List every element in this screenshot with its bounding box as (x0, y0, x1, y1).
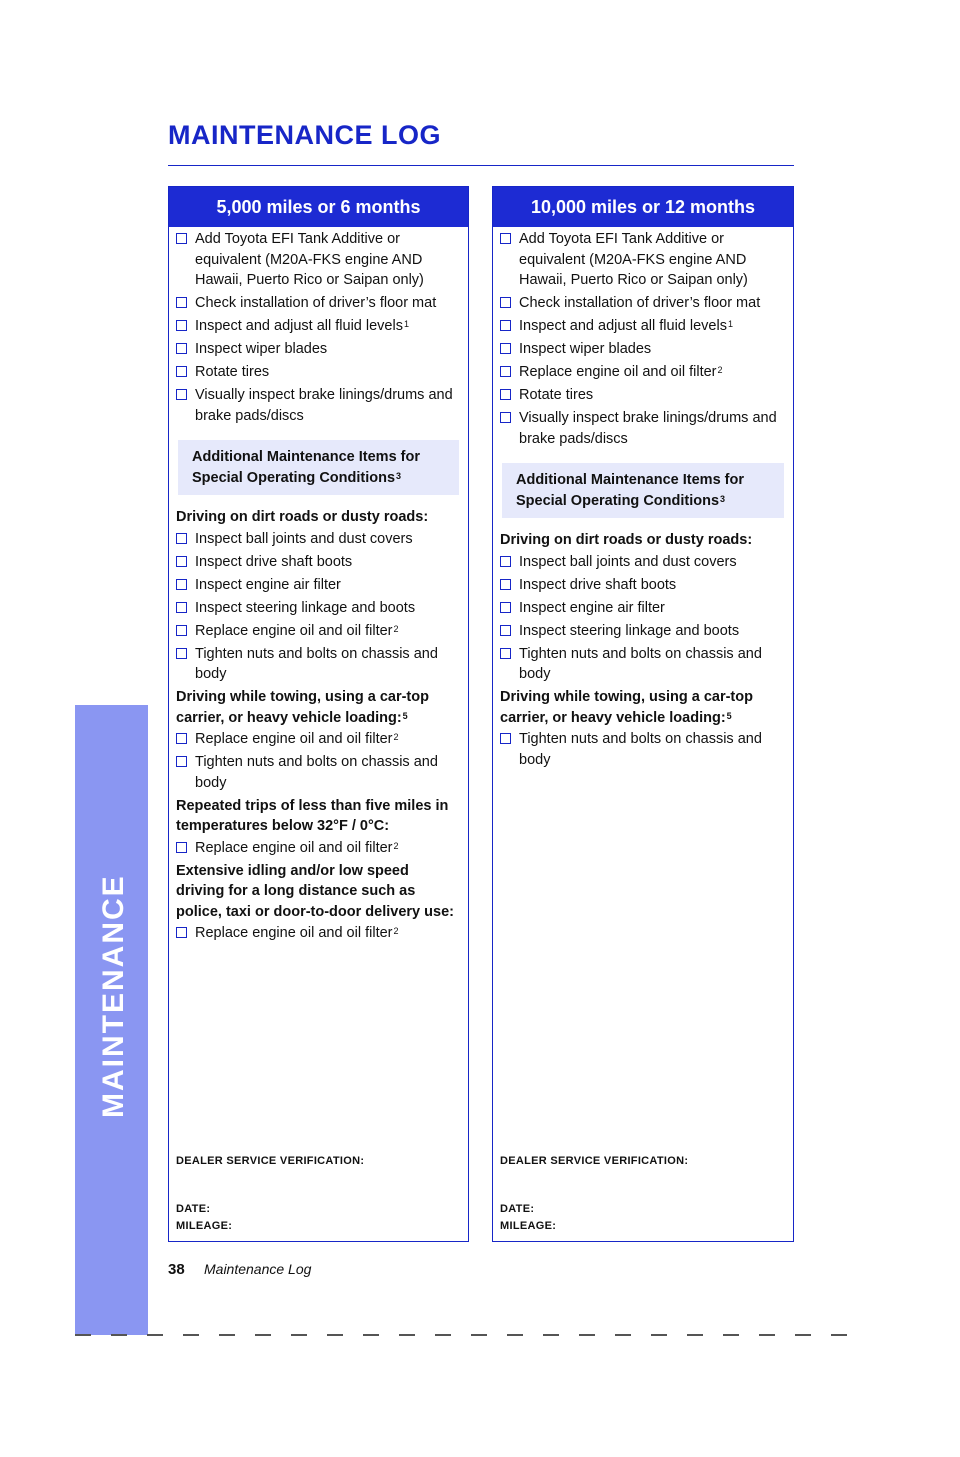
checklist-item-text (195, 293, 461, 314)
checklist-item (500, 644, 786, 685)
condition-heading (500, 687, 786, 728)
special-line2 (192, 468, 445, 489)
dash-segment (795, 1334, 811, 1336)
item-label: Replace engine oil and oil filter (195, 731, 393, 747)
item-label: Rotate tires (195, 364, 270, 380)
checklist-item-text (519, 598, 786, 619)
checklist-item-text (195, 316, 461, 337)
column-header: 5,000 miles or 6 months (169, 187, 468, 227)
footnote-ref: 3 (396, 470, 402, 481)
page-title: MAINTENANCE LOG (168, 120, 441, 150)
item-label: Replace engine oil and oil filter (519, 364, 717, 380)
dash-segment (255, 1334, 271, 1336)
dash-segment (147, 1334, 163, 1336)
dash-segment (183, 1334, 199, 1336)
checkbox[interactable] (176, 648, 187, 659)
footnote-ref: 2 (393, 732, 399, 742)
item-label: Replace engine oil and oil filter (195, 925, 393, 941)
checkbox[interactable] (500, 320, 511, 331)
item-label: Visually inspect brake linings/drums and brake pads/discs (519, 410, 777, 447)
checklist-item (500, 339, 786, 360)
dashed-footer-rule (75, 1334, 875, 1336)
item-label: Inspect ball joints and dust covers (519, 553, 737, 570)
checklist-item (176, 621, 461, 642)
mileage-label: MILEAGE: (500, 1220, 557, 1232)
title-rule (168, 165, 794, 166)
checkbox[interactable] (176, 343, 187, 354)
date-label: DATE: (176, 1203, 211, 1215)
checkbox[interactable] (500, 733, 511, 744)
page-number: 38 (168, 1261, 185, 1278)
checklist-item (500, 408, 786, 449)
checklist-item-text (519, 408, 786, 449)
item-label: Tighten nuts and bolts on chassis and body (519, 645, 762, 682)
checklist-item (500, 385, 786, 406)
checklist-item (500, 575, 786, 596)
checklist-item-text (519, 552, 786, 573)
dash-segment (363, 1334, 379, 1336)
checkbox[interactable] (176, 842, 187, 853)
checkbox[interactable] (500, 579, 511, 590)
footnote-ref: 2 (717, 365, 723, 375)
checkbox[interactable] (176, 320, 187, 331)
footnote-ref: 2 (393, 623, 399, 634)
checklist-item-text (519, 729, 786, 770)
checkbox[interactable] (500, 556, 511, 567)
dash-segment (507, 1334, 523, 1336)
dash-segment (399, 1334, 415, 1336)
special-line1: Additional Maintenance Items for (516, 472, 744, 488)
checklist-item (176, 552, 461, 573)
checkbox[interactable] (176, 297, 187, 308)
checklist-item-text (195, 838, 461, 859)
dash-segment (291, 1334, 307, 1336)
dash-segment (75, 1334, 91, 1336)
column-body (169, 227, 468, 944)
dash-segment (651, 1334, 667, 1336)
checklist-item-text (519, 644, 786, 685)
checklist-item (176, 923, 461, 944)
dash-segment (687, 1334, 703, 1336)
dash-segment (759, 1334, 775, 1336)
item-label: Add Toyota EFI Tank Additive or equivalent (M20A-FKS engine AND Hawaii, Puerto Rico or Saipan only) (195, 231, 424, 288)
checklist-item-text (195, 752, 461, 793)
footnote-ref: 2 (393, 840, 399, 851)
checklist-item-text (195, 552, 461, 573)
checkbox[interactable] (500, 648, 511, 659)
checklist-item-text (195, 229, 461, 291)
dash-segment (111, 1334, 127, 1336)
dealer-verification-label: DEALER SERVICE VERIFICATION: (176, 1155, 365, 1167)
special-conditions-box (178, 440, 459, 495)
dash-segment (327, 1334, 343, 1336)
item-label: Inspect and adjust all fluid levels (195, 318, 403, 334)
interval-column-10000 (492, 186, 794, 1242)
condition-heading (176, 687, 461, 728)
footnote-ref: 5 (402, 710, 408, 721)
checklist-item-text (519, 621, 786, 642)
item-label: Inspect steering linkage and boots (195, 599, 416, 616)
checklist-item (500, 229, 786, 291)
item-label: Inspect drive shaft boots (195, 553, 353, 570)
condition-heading-text: Repeated trips of less than five miles in temperatures below 32°F / 0°C: (176, 797, 449, 834)
checkbox[interactable] (176, 533, 187, 544)
item-label: Inspect steering linkage and boots (519, 622, 740, 639)
condition-heading (176, 861, 461, 923)
item-label: Rotate tires (519, 387, 594, 403)
dash-segment (723, 1334, 739, 1336)
checkbox[interactable] (176, 756, 187, 767)
item-label: Tighten nuts and bolts on chassis and body (195, 645, 438, 682)
checklist-item (176, 598, 461, 619)
interval-column-5000 (168, 186, 469, 1242)
checklist-item (500, 621, 786, 642)
checklist-item-text (519, 229, 786, 291)
checkbox[interactable] (176, 366, 187, 377)
checklist-item (176, 644, 461, 685)
item-label: Tighten nuts and bolts on chassis and body (195, 754, 438, 791)
special-line2-text: Special Operating Conditions (516, 492, 720, 509)
item-label: Replace engine oil and oil filter (195, 622, 393, 639)
footnote-ref: 1 (403, 319, 409, 329)
footnote-ref: 1 (727, 319, 733, 329)
checklist-item-text (519, 293, 786, 314)
checklist-item-text (519, 362, 786, 383)
page-subtitle: Maintenance Log (204, 1261, 312, 1277)
checklist-item (176, 575, 461, 596)
checklist-item (500, 293, 786, 314)
checkbox[interactable] (500, 625, 511, 636)
item-label: Inspect engine air filter (195, 576, 341, 593)
checkbox[interactable] (500, 389, 511, 400)
dash-segment (543, 1334, 559, 1336)
checklist-item (176, 316, 461, 337)
checklist-item (176, 385, 461, 426)
checkbox[interactable] (176, 733, 187, 744)
checklist-item-text (519, 316, 786, 337)
checklist-item (176, 838, 461, 859)
condition-heading-text: Driving on dirt roads or dusty roads: (500, 532, 753, 548)
column-body (493, 227, 793, 770)
checkbox[interactable] (176, 625, 187, 636)
checklist-item (176, 339, 461, 360)
dealer-verification-label: DEALER SERVICE VERIFICATION: (500, 1155, 689, 1167)
checkbox[interactable] (176, 556, 187, 567)
checklist-item-text (195, 729, 461, 750)
dash-segment (615, 1334, 631, 1336)
dash-segment (471, 1334, 487, 1336)
dash-segment (831, 1334, 847, 1336)
checklist-item-text (195, 362, 461, 383)
checkbox[interactable] (500, 412, 511, 423)
condition-heading (176, 507, 461, 528)
condition-heading-text: Driving while towing, using a car-top carrier, or heavy vehicle loading: (176, 689, 429, 726)
checklist-item (500, 729, 786, 770)
condition-heading-text: Driving while towing, using a car-top carrier, or heavy vehicle loading: (500, 689, 753, 726)
checklist-item (500, 598, 786, 619)
checklist-item (176, 729, 461, 750)
special-line2-text: Special Operating Conditions (192, 469, 396, 486)
checkbox[interactable] (176, 389, 187, 400)
special-line2 (516, 491, 770, 512)
footnote-ref: 3 (720, 493, 726, 504)
dash-segment (579, 1334, 595, 1336)
condition-heading-text: Driving on dirt roads or dusty roads: (176, 509, 429, 525)
checklist-item-text (195, 598, 461, 619)
checklist-item-text (195, 923, 461, 944)
checklist-item-text (519, 339, 786, 360)
checkbox[interactable] (176, 602, 187, 613)
column-header: 10,000 miles or 12 months (493, 187, 793, 227)
checkbox[interactable] (176, 233, 187, 244)
item-label: Inspect ball joints and dust covers (195, 530, 413, 547)
mileage-label: MILEAGE: (176, 1220, 233, 1232)
checklist-item (500, 552, 786, 573)
item-label: Check installation of driver’s floor mat (195, 295, 437, 311)
checkbox[interactable] (500, 297, 511, 308)
item-label: Inspect engine air filter (519, 599, 665, 616)
checklist-item (500, 316, 786, 337)
item-label: Inspect wiper blades (519, 341, 652, 357)
item-label: Add Toyota EFI Tank Additive or equivalent (M20A-FKS engine AND Hawaii, Puerto Rico or Saipan only) (519, 231, 748, 288)
item-label: Tighten nuts and bolts on chassis and body (519, 731, 762, 768)
checklist-item-text (195, 644, 461, 685)
date-label: DATE: (500, 1203, 535, 1215)
checkbox[interactable] (500, 366, 511, 377)
checklist-item (176, 752, 461, 793)
checklist-item (176, 362, 461, 383)
footnote-ref: 5 (726, 710, 732, 721)
item-label: Inspect and adjust all fluid levels (519, 318, 727, 334)
special-conditions-box (502, 463, 784, 518)
item-label: Visually inspect brake linings/drums and brake pads/discs (195, 387, 453, 424)
item-label: Check installation of driver’s floor mat (519, 295, 761, 311)
condition-heading-text: Extensive idling and/or low speed driving for a long distance such as police, taxi or door-to-door delivery use: (176, 862, 454, 920)
checkbox[interactable] (500, 602, 511, 613)
checklist-item (176, 229, 461, 291)
checklist-item (500, 362, 786, 383)
condition-heading (176, 796, 461, 837)
dash-segment (435, 1334, 451, 1336)
special-line1: Additional Maintenance Items for (192, 449, 420, 465)
checklist-item-text (519, 385, 786, 406)
item-label: Inspect wiper blades (195, 341, 328, 357)
checkbox[interactable] (500, 343, 511, 354)
checkbox[interactable] (500, 233, 511, 244)
footnote-ref: 2 (393, 926, 399, 936)
checklist-item (176, 529, 461, 550)
checklist-item-text (195, 339, 461, 360)
checkbox[interactable] (176, 579, 187, 590)
dash-segment (219, 1334, 235, 1336)
item-label: Replace engine oil and oil filter (195, 839, 393, 856)
checklist-item-text (195, 575, 461, 596)
condition-heading (500, 530, 786, 551)
checklist-item-text (195, 385, 461, 426)
checklist-item-text (519, 575, 786, 596)
checklist-item-text (195, 529, 461, 550)
side-tab-label: MAINTENANCE (97, 874, 130, 1118)
item-label: Inspect drive shaft boots (519, 576, 677, 593)
checklist-item-text (195, 621, 461, 642)
checkbox[interactable] (176, 927, 187, 938)
checklist-item (176, 293, 461, 314)
